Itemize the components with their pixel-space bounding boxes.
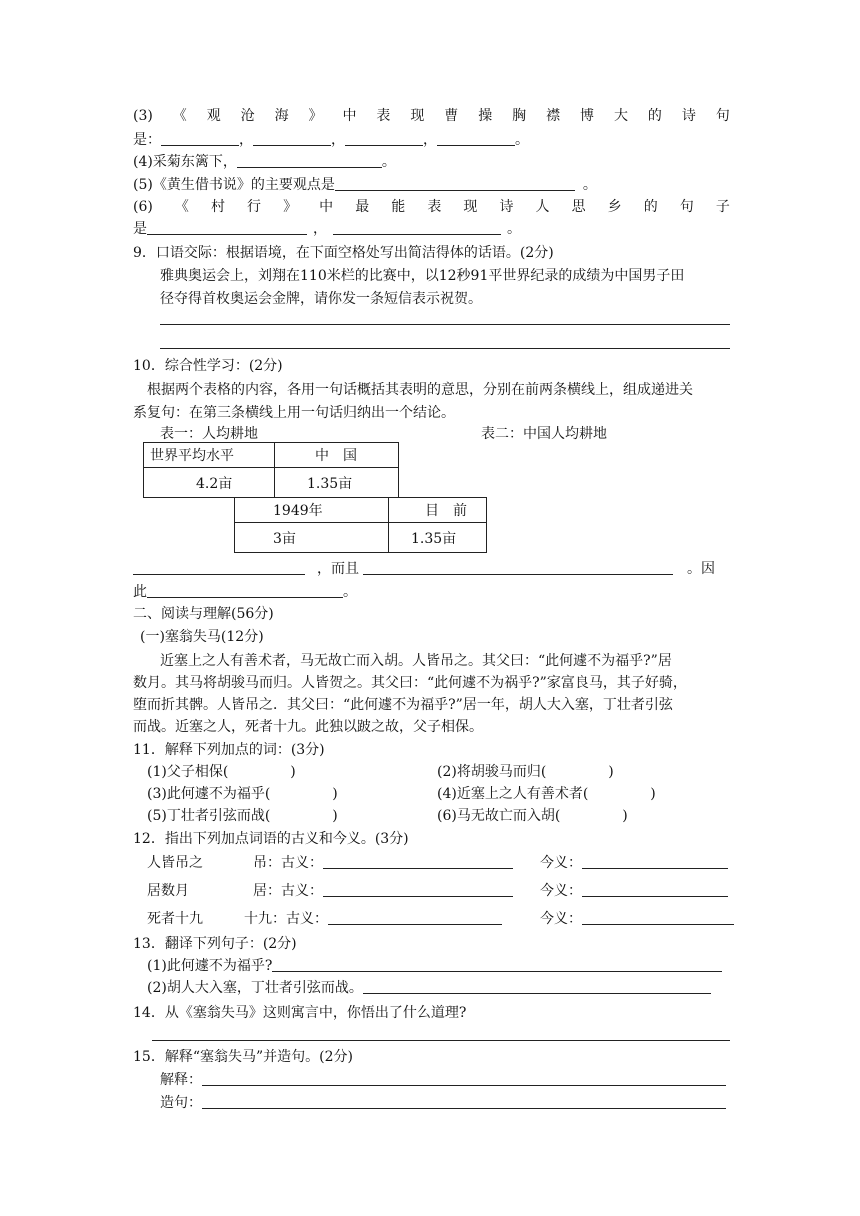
text-char: 表 [427, 199, 442, 215]
q14-title: 14．从《塞翁失马》这则寓言中，你悟出了什么道理? [133, 1005, 467, 1021]
answer-line[interactable] [160, 324, 730, 325]
item-number: (6) [133, 199, 153, 215]
explain-label: 解释： [160, 1072, 202, 1088]
blank[interactable] [437, 131, 515, 146]
text-char: 襟 [546, 108, 561, 124]
table2-value-1949: 3亩 [235, 523, 389, 553]
text-char: 博 [580, 108, 595, 124]
q12-row3-now [540, 909, 734, 929]
q9-title: 9．口语交际：根据语境，在下面空格处写出简洁得体的话语。(2分) [133, 245, 554, 261]
text-char: 村 [210, 199, 225, 215]
q12-title: 12．指出下列加点词语的古义和今义。(3分) [133, 831, 409, 847]
blank[interactable] [323, 854, 513, 869]
blank[interactable] [333, 220, 501, 235]
item-text: (2)将胡骏马而归( [437, 764, 547, 780]
period: 。 [507, 221, 521, 237]
blank[interactable] [147, 583, 343, 598]
q11-item2 [437, 762, 614, 782]
text-char: 诗 [499, 199, 514, 215]
q10-line1: 根据两个表格的内容，各用一句话概括其表明的意思，分别在前两条横线上，组成递进关 [147, 382, 693, 398]
q13-s1 [147, 956, 722, 976]
blank[interactable] [237, 153, 382, 168]
blank[interactable] [363, 560, 673, 575]
blank[interactable] [147, 220, 307, 235]
q11-item5 [147, 806, 338, 826]
answer-line[interactable] [152, 1040, 730, 1041]
text-char: 最 [355, 199, 370, 215]
table1-header-china: 中 国 [275, 443, 399, 468]
text-char: 表 [376, 108, 391, 124]
q12-row1-phrase: 人皆吊之 [147, 855, 203, 871]
q11-item6 [437, 806, 628, 826]
blank[interactable] [202, 1071, 726, 1086]
blank[interactable] [582, 882, 728, 897]
q11-item4 [437, 784, 656, 804]
blank[interactable] [202, 1094, 726, 1109]
close-paren: ) [650, 786, 656, 802]
text-char: 沧 [240, 108, 255, 124]
text-char: 《 [172, 108, 187, 124]
q8-4-text: (4)采菊东篱下， [133, 154, 237, 170]
q11-item1 [147, 762, 296, 782]
q11-title: 11．解释下列加点的词：(3分) [133, 742, 325, 758]
close-paren: ) [332, 786, 338, 802]
q8-3-tail: 是： [133, 132, 161, 148]
text-char: 人 [535, 199, 550, 215]
q8-5 [133, 175, 597, 195]
old-label: 居：古义： [253, 883, 323, 899]
comma: ， [423, 132, 437, 148]
sentence-label: 造句： [160, 1095, 202, 1111]
blank[interactable] [272, 957, 722, 972]
text-char: 的 [647, 108, 662, 124]
item-text: (4)近塞上之人有善术者( [437, 786, 589, 802]
q9-line1: 雅典奥运会上，刘翔在110米栏的比赛中，以12秒91平世界纪录的成绩为中国男子田 [160, 268, 685, 284]
passage-line1: 近塞上之人有善术者，马无故亡而入胡。人皆吊之。其父曰：“此何遽不为福乎?”居 [160, 653, 672, 669]
blank[interactable] [582, 910, 734, 925]
text-char: 《 [174, 199, 189, 215]
text-char: 大 [613, 108, 628, 124]
q15-title: 15．解释“塞翁失马”并造句。(2分) [133, 1049, 353, 1065]
close-paren: ) [608, 764, 614, 780]
text-char: 中 [342, 108, 357, 124]
text-char: 句 [715, 108, 730, 124]
passage-line2: 数月。其马将胡骏马而归。人皆贺之。其父曰：“此何遽不为祸乎?”家富良马，其子好骑， [133, 675, 687, 691]
q10-answer-line2 [133, 582, 357, 602]
sentence: (1)此何遽不为福乎? [147, 958, 273, 974]
text-char: 行 [247, 199, 262, 215]
table2-header-now: 目 前 [389, 498, 487, 523]
q12-row2-phrase: 居数月 [147, 883, 189, 899]
text-char: 海 [274, 108, 289, 124]
text-char: 中 [319, 199, 334, 215]
text-char: 》 [308, 108, 323, 124]
text-char: 乡 [607, 199, 622, 215]
q12-row1-old [253, 853, 513, 873]
passage-line4: 而战。近塞之人，死者十九。此独以跛之故，父子相保。 [133, 719, 483, 735]
blank[interactable] [328, 910, 502, 925]
section2-sub: (一)塞翁失马(12分) [140, 629, 264, 645]
text-char: 曹 [444, 108, 459, 124]
section2-title: 二、阅读与理解(56分) [133, 606, 274, 622]
q9-line2: 径夺得首枚奥运会金牌，请你发一条短信表示祝贺。 [160, 291, 482, 307]
now-label: 今义： [540, 911, 582, 927]
item-text: (1)父子相保( [147, 764, 229, 780]
q10-answer-line1 [133, 559, 733, 579]
table2-header-1949: 1949年 [235, 498, 389, 523]
q8-6-tail: 是 [133, 221, 147, 237]
table1 [143, 442, 399, 498]
text-char: 思 [571, 199, 586, 215]
q8-6-answer [133, 219, 521, 239]
text-char: 现 [463, 199, 478, 215]
table2-value-now: 1.35亩 [389, 523, 487, 553]
text-char: 诗 [681, 108, 696, 124]
q8-3-answer [133, 130, 529, 150]
period: 。 [381, 154, 396, 170]
therefore-end: 此 [133, 584, 147, 600]
and-also: ，而且 [317, 561, 359, 577]
q13-title: 13．翻译下列句子：(2分) [133, 936, 297, 952]
now-label: 今义： [540, 855, 582, 871]
now-label: 今义： [540, 883, 582, 899]
blank[interactable] [345, 131, 423, 146]
close-paren: ) [332, 808, 338, 824]
blank[interactable] [323, 882, 513, 897]
q12-row3-phrase: 死者十九 [147, 911, 203, 927]
passage-line3: 堕而折其髀。人皆吊之．其父曰：“此何遽不为福乎?”居一年，胡人大入塞，丁壮者引弦 [133, 697, 673, 713]
text-char: 子 [715, 199, 730, 215]
answer-line[interactable] [160, 348, 730, 349]
comma: ， [239, 132, 253, 148]
blank[interactable] [253, 131, 331, 146]
table1-value-world: 4.2亩 [144, 468, 275, 498]
table1-value-china: 1.35亩 [275, 468, 399, 498]
text-char: 句 [679, 199, 694, 215]
close-paren: ) [622, 808, 628, 824]
q15-sentence [160, 1093, 726, 1113]
q12-row2-now [540, 881, 728, 901]
table1-caption: 表一：人均耕地 [160, 426, 258, 442]
old-label: 十九：古义： [244, 911, 328, 927]
item-text: (3)此何遽不为福乎( [147, 786, 271, 802]
period: 。 [343, 584, 357, 600]
comma: ， [313, 221, 327, 237]
item-text: (6)马无故亡而入胡( [437, 808, 561, 824]
table2 [234, 497, 487, 553]
text-char: 能 [391, 199, 406, 215]
text-char: 观 [206, 108, 221, 124]
q8-5-text: (5)《黄生借书说》的主要观点是 [133, 177, 335, 193]
comma: ， [331, 132, 345, 148]
period: 。 [515, 132, 529, 148]
text-char: 操 [478, 108, 493, 124]
blank[interactable] [582, 854, 728, 869]
table2-caption: 表二：中国人均耕地 [481, 426, 607, 442]
blank[interactable] [161, 131, 239, 146]
q15-explain [160, 1070, 726, 1090]
text-char: 现 [410, 108, 425, 124]
table1-header-world: 世界平均水平 [144, 443, 275, 468]
q12-row1-now [540, 853, 728, 873]
sentence: (2)胡人大入塞，丁壮者引弦而战。 [147, 980, 363, 996]
blank[interactable] [335, 176, 575, 191]
close-paren: ) [290, 764, 296, 780]
q8-3-line [133, 106, 730, 126]
period: 。 [582, 177, 597, 193]
q8-4 [133, 152, 396, 172]
old-label: 吊：古义： [253, 855, 323, 871]
therefore: 。因 [687, 561, 715, 577]
item-number: (3) [133, 108, 153, 124]
q12-row3-old [244, 909, 502, 929]
q8-6-line [133, 197, 730, 217]
blank[interactable] [363, 979, 711, 994]
blank[interactable] [133, 560, 305, 575]
item-text: (5)丁壮者引弦而战( [147, 808, 271, 824]
q13-s2 [147, 978, 711, 998]
text-char: 》 [283, 199, 298, 215]
text-char: 的 [643, 199, 658, 215]
q10-title: 10．综合性学习：(2分) [133, 358, 283, 374]
q12-row2-old [253, 881, 513, 901]
q11-item3 [147, 784, 338, 804]
q10-line2: 系复句：在第三条横线上用一句话归纳出一个结论。 [133, 405, 455, 421]
text-char: 胸 [512, 108, 527, 124]
